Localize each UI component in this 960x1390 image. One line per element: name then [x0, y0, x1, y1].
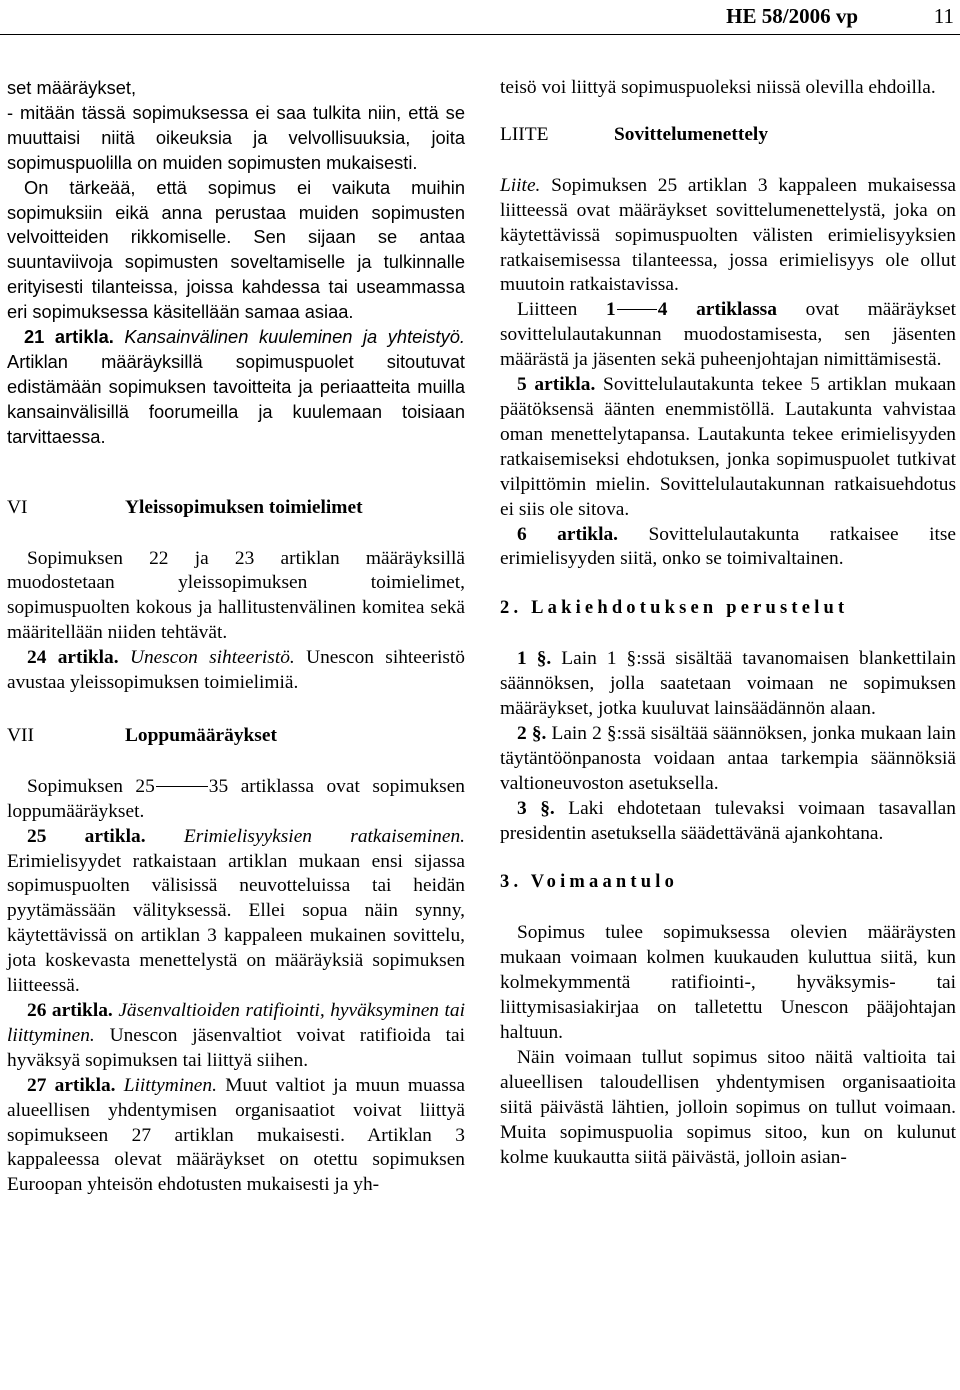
paragraph-lead: Liite. — [500, 174, 541, 196]
section-title: Sovittelumenettely — [614, 123, 769, 145]
chapter-heading: 3. Voimaantulo — [500, 872, 679, 893]
paragraph — [500, 298, 956, 373]
dash-rule — [617, 309, 657, 310]
section-number: 3 — [517, 797, 527, 819]
dash-rule — [156, 786, 208, 787]
article-number: 25 artikla. — [27, 825, 146, 847]
article-number: 6 artikla. — [517, 523, 619, 545]
paragraph: Sopimuksen 22 ja 23 artiklan määräyksillä muodostetaan yleissopimuksen toimielimet, sopimuspuolten kokous ja hallitustenvälinen komitea sekä määritellään niiden tehtävät. — [7, 547, 465, 644]
paragraph: Sopimus tulee sopimuksessa olevien määräysten mukaan voimaan kolmen kuukauden kuluttua siitä, kun kolmekymmentä ratifiointi-, hyväksymis- tai liittymisasiakirjaa on talletettu Unescon pääjohtajan haltuun. — [500, 922, 956, 1043]
article-number: 24 artikla. — [27, 647, 119, 669]
right-column — [500, 76, 956, 1170]
article-text: Sovittelulautakunta tekee 5 artiklan mukaan päätöksensä äänten enemmistöllä. Lautakunta vahvistaa oman menettelytapansa. Lautakunta tekee erimielisyyden ratkaisemiseksi ehdotuksen, jonka sopimuspuolet tutkivat vilpittömin mielin. Sovittelulautakunnan ratkaisuehdotus ei siis ole sitova. — [500, 374, 956, 520]
article-number: 26 artikla. — [27, 1000, 113, 1021]
article-title: Liittyminen. — [123, 1074, 217, 1096]
section-number: 1 — [517, 648, 527, 670]
article-title: Kansainvälinen kuuleminen ja yhteistyö. — [124, 326, 465, 348]
article-title: Unescon sihteeristö. — [129, 647, 295, 669]
page-header — [0, 4, 960, 30]
section-text: Lain 2 §:ssä sisältää säännöksen, jonka mukaan lain täytäntöönpanosta voidaan antaa tarkempia säännöksiä valtioneuvoston asetuksella. — [500, 722, 956, 794]
section-1 — [500, 647, 956, 722]
page-number: 11 — [933, 4, 954, 28]
paragraph: set määräykset, — [7, 77, 137, 98]
paragraph — [500, 174, 956, 299]
paragraph-text: ovat määräykset sovittelulautakunnan muodostamisesta, sen jäsenten määrästä ja jäsenten sekä puheenjohtajan nimittämisestä. — [500, 299, 956, 371]
article-text: Muut valtiot ja muun muassa alueellisen yhdentymisen organisaatiot voivat liittyä sopimukseen 27 artiklan mukaisesti. Artiklan 3 kappaleessa olevat määräykset on otettu sopimuksen Euroopan yhteisön ehdotusten mukaisesti ja yh- — [7, 1074, 465, 1196]
header-rule — [0, 34, 960, 35]
article-title: Jäsenvaltioiden ratifiointi, hyväksyminen tai liittyminen. — [7, 1000, 465, 1046]
article-5 — [500, 373, 956, 522]
document-id: HE 58/2006 vp — [726, 4, 858, 28]
section-text: Laki ehdotetaan tulevaksi voimaan tasavallan presidentin asetuksella säädettävänä ajankohtana. — [500, 797, 956, 844]
section-heading — [500, 123, 956, 148]
paragraph: Näin voimaan tullut sopimus sitoo näitä valtioita tai alueellisen taloudellisen yhdentymisen organisaatioita siitä päivästä lähtien, jolloin sopimus on tullut voimaan. Muita sopimuspuolia sopimus sitoo, kun on kulunut kolme kuukautta siitä päivästä, jolloin asian- — [500, 1046, 956, 1168]
article-number: 21 artikla. — [24, 326, 114, 348]
article-25 — [7, 825, 465, 999]
chapter-heading: 2. Lakiehdotuksen perustelut — [500, 598, 849, 619]
section-title: Loppumääräykset — [125, 724, 277, 746]
article-6 — [500, 523, 956, 573]
article-range-end: 4 artiklassa — [657, 299, 777, 321]
section-3 — [500, 797, 956, 847]
paragraph-text: 35 artiklassa ovat sopimuksen loppumääräykset. — [7, 775, 465, 822]
article-21 — [7, 325, 465, 450]
section-number: VII — [7, 724, 34, 746]
article-text: Sovittelulautakunta ratkaisee itse erimielisyyden siitä, onko se toimivaltainen. — [500, 523, 956, 570]
article-title: Erimielisyyksien ratkaiseminen. — [183, 825, 465, 847]
section-number: VI — [7, 496, 28, 518]
section-title: Yleissopimuksen toimielimet — [125, 496, 363, 518]
paragraph-text: Sopimuksen 25 artiklan 3 kappaleen mukaisessa liitteessä ovat määräykset sovittelumenettelystä, joka on käytettävissä sopimuspuolten välisten erimielisyyksien ratkaisemisessa tilanteessa, jossa erimielisyys ole ollut muutoin ratkaistavissa. — [500, 174, 956, 296]
section-symbol: §. — [540, 797, 555, 819]
paragraph-text: Sen sijaan se antaa suuntaviivoja sopimusten soveltamiselle ja tulkinnalle erityisesti tilanteissa, joissa kahdessa tai useammassa eri sopimuksessa käsitellään samaa asiaa. — [7, 226, 465, 323]
section-number: 2 — [517, 722, 527, 744]
article-27 — [7, 1074, 465, 1199]
section-2 — [500, 722, 956, 797]
paragraph-text: On tärkeää, että sopimus ei vaikuta muihin sopimuksiin eikä anna perustaa muiden sopimusten velvoitteiden rikkomiselle. — [7, 176, 465, 248]
paragraph-text: Liitteen — [517, 299, 578, 321]
left-column — [7, 76, 465, 1198]
article-text: Artiklan määräyksillä sopimuspuolet sitoutuvat edistämään sopimuksen tavoitteita ja periaatteita muilla kansainvälisillä foorumeilla ja kuulemaan toisiaan tarvittaessa. — [7, 350, 465, 447]
article-text: Erimielisyydet ratkaistaan artiklan mukaan ensi sijassa sopimuspuolten välisissä neuvotteluissa tai heidän pyytämässään välityksessä. Ellei sopua näin synny, käytettävissä on artiklan 3 kappaleen mukainen sovittelu, jota koskevasta menettelystä on määräyksiä sopimuksen liitteessä. — [7, 850, 465, 997]
section-heading — [7, 496, 465, 521]
article-24 — [7, 646, 465, 696]
section-heading — [7, 724, 465, 749]
article-text: Unescon jäsenvaltiot voivat ratifioida tai hyväksyä sopimuksen tai liittyä siihen. — [7, 1024, 465, 1071]
section-symbol: §. — [536, 648, 552, 670]
article-text: Unescon sihteeristö avustaa yleissopimuksen toimielimiä. — [7, 647, 465, 694]
article-26 — [7, 999, 465, 1074]
article-number: 27 artikla. — [27, 1074, 116, 1096]
section-symbol: §. — [531, 722, 547, 744]
article-range-start: 1 — [606, 299, 616, 321]
paragraph: teisö voi liittyä sopimuspuoleksi niissä olevilla ehdoilla. — [500, 77, 936, 98]
paragraph — [7, 176, 465, 325]
section-text: Lain 1 §:ssä sisältää tavanomaisen blankettilain säännöksen, jolla saatetaan voimaan ne sopimuksen määräykset, jotka kuuluvat lainsäädännön alaan. — [500, 648, 956, 720]
paragraph-text: Sopimuksen 25 — [27, 775, 155, 797]
paragraph: - mitään tässä sopimuksessa ei saa tulkita niin, että se muuttaisi niitä oikeuksia ja velvollisuuksia, joita sopimuspuolilla on muiden sopimusten mukaisesti. — [7, 101, 465, 173]
paragraph — [7, 775, 465, 825]
article-number: 5 artikla. — [517, 374, 596, 396]
section-number: LIITE — [500, 123, 549, 145]
